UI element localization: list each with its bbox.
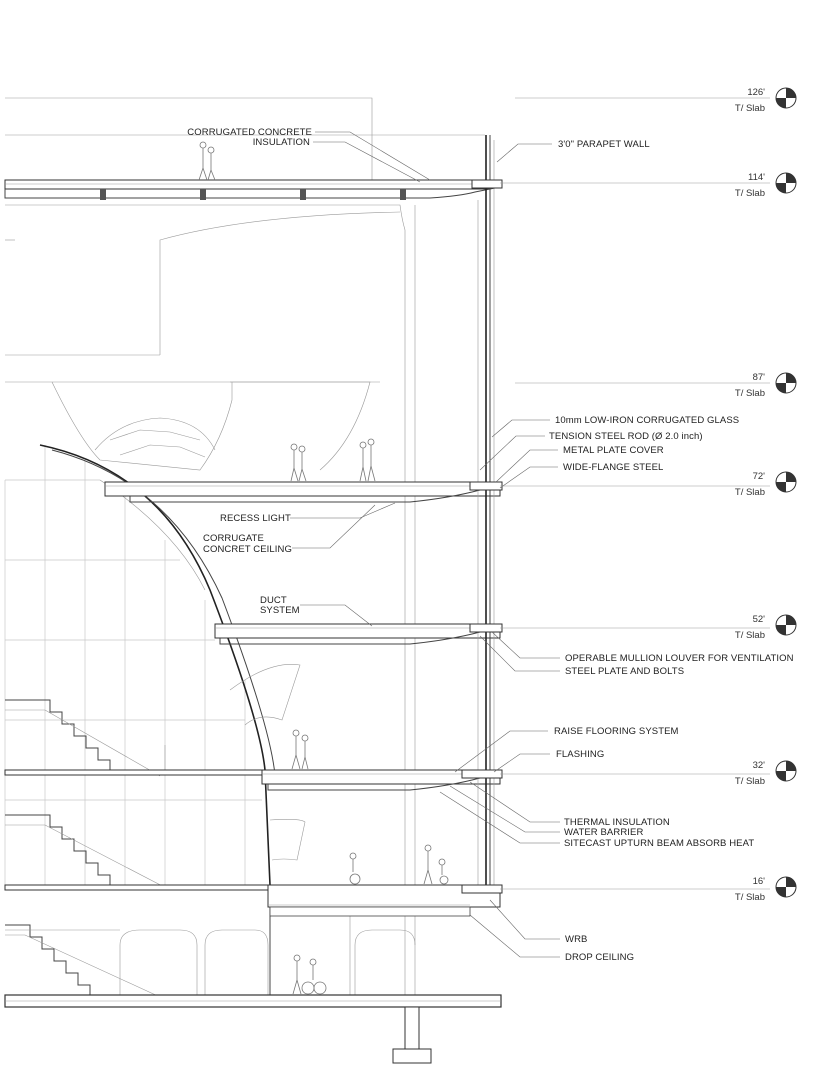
datum-marker-icon xyxy=(776,88,796,108)
person-figure xyxy=(208,147,215,180)
slab-52 xyxy=(215,624,500,644)
annotation-drop-ceiling: DROP CEILING xyxy=(565,952,635,963)
annotation-raise-flooring: RAISE FLOORING SYSTEM xyxy=(554,726,679,737)
level-marker-114 xyxy=(735,172,796,199)
datum-marker-icon xyxy=(776,472,796,492)
annotation-sitecast-beam: SITECAST UPTURN BEAM ABSORB HEAT xyxy=(564,838,755,849)
person-figure xyxy=(424,845,432,884)
ground-slab xyxy=(5,995,501,1063)
level-marker-72 xyxy=(735,471,796,498)
person-figure xyxy=(299,446,306,481)
annotation-wrb: WRB xyxy=(565,934,588,945)
annotation-wide-flange: WIDE-FLANGE STEEL xyxy=(563,462,664,473)
level-elevation: 72' xyxy=(752,471,765,482)
person-figure xyxy=(439,859,448,884)
person-figure xyxy=(302,735,308,769)
level-elevation: 114' xyxy=(748,172,765,183)
annotation-corrugate-line2: CONCRET CEILING xyxy=(203,544,292,555)
person-figure xyxy=(350,853,360,884)
curved-wall xyxy=(40,445,270,885)
level-marker-32 xyxy=(735,760,796,787)
stairs xyxy=(5,700,190,997)
annotation-insulation: INSULATION xyxy=(252,137,310,148)
datum-marker-icon xyxy=(776,761,796,781)
annotation-operable-louver: OPERABLE MULLION LOUVER FOR VENTILATION xyxy=(565,653,794,664)
annotation-recess-light: RECESS LIGHT xyxy=(220,513,291,524)
annotation-corrugated-concrete: CORRUGATED CONCRETE xyxy=(187,127,312,138)
slab-16 xyxy=(5,885,500,916)
annotation-steel-plate: STEEL PLATE AND BOLTS xyxy=(565,666,685,677)
datum-marker-icon xyxy=(776,173,796,193)
grid-wall xyxy=(5,445,262,885)
level-marker-126 xyxy=(735,87,796,114)
level-marker-52 xyxy=(735,614,796,641)
level-label: T/ Slab xyxy=(734,487,765,498)
annotation-thermal-insulation: THERMAL INSULATION xyxy=(564,817,670,828)
person-figure xyxy=(199,142,207,180)
level-marker-87 xyxy=(735,372,796,399)
level-label: T/ Slab xyxy=(734,103,765,114)
annotation-water-barrier: WATER BARRIER xyxy=(564,827,644,838)
datum-marker-icon xyxy=(776,615,796,635)
level-elevation: 126' xyxy=(747,87,765,98)
level-label: T/ Slab xyxy=(734,892,765,903)
datum-marker-icon xyxy=(776,373,796,393)
person-figure xyxy=(293,955,301,994)
person-figure xyxy=(291,444,298,481)
person-figure xyxy=(302,959,326,994)
annotation-duct-line2: SYSTEM xyxy=(260,605,300,616)
level-elevation: 52' xyxy=(752,614,765,625)
level-marker-16 xyxy=(735,876,796,903)
roof-slab xyxy=(5,180,495,200)
level-label: T/ Slab xyxy=(734,188,765,199)
level-label: T/ Slab xyxy=(734,388,765,399)
level-label: T/ Slab xyxy=(734,776,765,787)
annotation-parapet-wall: 3'0" PARAPET WALL xyxy=(558,139,650,150)
level-markers xyxy=(500,87,796,903)
annotation-low-iron-glass: 10mm LOW-IRON CORRUGATED GLASS xyxy=(555,415,740,426)
annotation-metal-plate: METAL PLATE COVER xyxy=(563,445,664,456)
person-figure xyxy=(360,442,366,481)
level-elevation: 87' xyxy=(752,372,765,383)
annotation-duct-line1: DUCT xyxy=(260,595,287,606)
annotation-flashing: FLASHING xyxy=(556,749,605,760)
level-elevation: 16' xyxy=(752,876,765,887)
person-figure xyxy=(292,730,300,769)
datum-marker-icon xyxy=(776,877,796,897)
level-elevation: 32' xyxy=(752,760,765,771)
people-figures xyxy=(199,142,448,994)
slab-72 xyxy=(105,482,500,502)
level-label: T/ Slab xyxy=(734,630,765,641)
annotation-corrugate-line1: CORRUGATE xyxy=(203,533,264,544)
annotation-tension-rod: TENSION STEEL ROD (Ø 2.0 inch) xyxy=(549,431,703,442)
floor-slabs xyxy=(5,180,501,1063)
person-figure xyxy=(368,439,375,481)
slab-32 xyxy=(5,770,500,790)
